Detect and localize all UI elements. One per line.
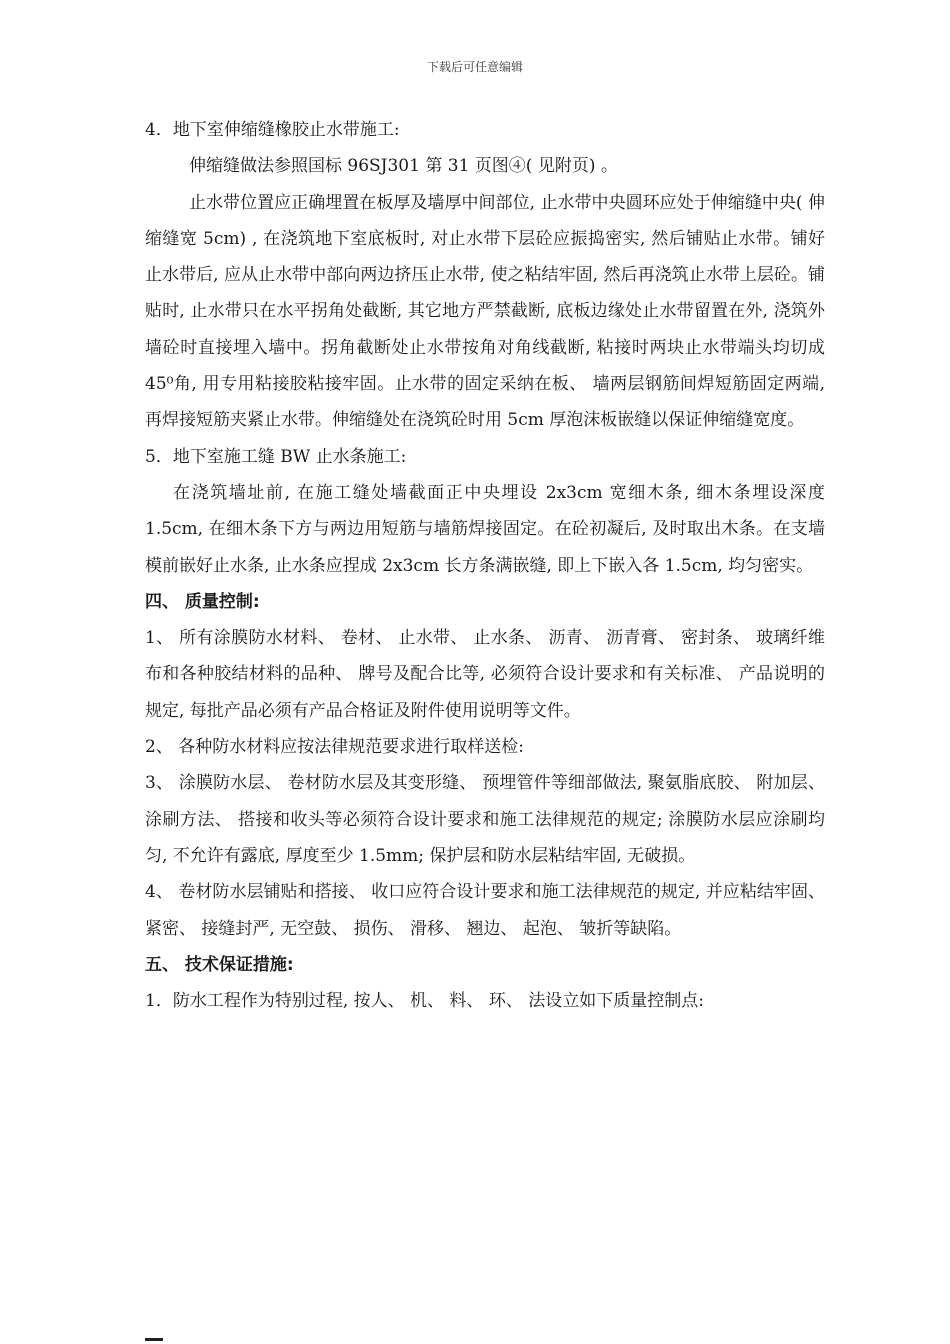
quality-item-2: 2、 各种防水材料应按法律规范要求进行取样送检: (145, 737, 524, 758)
technical-item-1: 1．防水工程作为特别过程, 按人、 机、 料、 环、 法设立如下质量控制点: (145, 991, 704, 1012)
section-5-body: 在浇筑墙址前, 在施工缝处墙截面正中央埋设 2x3cm 宽细木条, 细木条埋设深度 1.5cm, 在细木条下方与两边用短筋与墙筋焊接固定。在砼初凝后, 及时取出木条。在支墙模前嵌好止水条, 止水条应捏成 2x3cm 长方条满嵌缝, 即上下嵌入各 1.5cm, 均匀密实。 (145, 482, 825, 576)
document-body (145, 112, 825, 1019)
page-edge-mark (145, 1338, 163, 1341)
section-4-body: 止水带位置应正确埋置在板厚及墙厚中间部位, 止水带中央圆环应处于伸缩缝中央( 伸缩缝宽 5cm) , 在浇筑地下室底板时, 对止水带下层砼应振捣密实, 然后铺贴止水带。铺好止水带后, 应从止水带中部向两边挤压止水带, 使之粘结牢固, 然后再浇筑止水带上层砼。铺贴时, 止水带只在水平拐角处截断, 其它地方严禁截断, 底板边缘处止水带留置在外, 浇筑外墙砼时直接埋入墙中。拐角截断处止水带按角对角线截断, 粘接时两块止水带端头均切成 45⁰角, 用专用粘接胶粘接牢固。止水带的固定采纳在板、 墙两层钢筋间焊短筋固定两端, 再焊接短筋夹紧止水带。伸缩缝处在浇筑砼时用 5cm 厚泡沫板嵌缝以保证伸缩缝宽度。 (145, 192, 825, 431)
heading-technical-measures: 五、 技术保证措施: (145, 954, 294, 975)
section-4-title: 4．地下室伸缩缝橡胶止水带施工: (145, 120, 400, 140)
quality-item-3: 3、 涂膜防水层、 卷材防水层及其变形缝、 预埋管件等细部做法, 聚氨脂底胶、 附加层、 涂刷方法、 搭接和收头等必须符合设计要求和施工法律规范的规定; 涂膜防水层应涂刷均匀, 不允许有露底, 厚度至少 1.5mm; 保护层和防水层粘结牢固, 无破损。 (145, 773, 825, 866)
section-4-reference: 伸缩缝做法参照国标 96SJ301 第 31 页图④( 见附页) 。 (189, 156, 618, 177)
quality-item-4: 4、 卷材防水层铺贴和搭接、 收口应符合设计要求和施工法律规范的规定, 并应粘结牢固、 紧密、 接缝封严, 无空鼓、 损伤、 滑移、 翘边、 起泡、 皱折等缺陷。 (145, 882, 825, 939)
page-header: 下载后可任意编辑 (426, 60, 523, 74)
heading-quality-control: 四、 质量控制: (145, 591, 260, 612)
quality-item-1: 1、 所有涂膜防水材料、 卷材、 止水带、 止水条、 沥青、 沥青膏、 密封条、 玻璃纤维布和各种胶结材料的品种、 牌号及配合比等, 必须符合设计要求和有关标准、 产品说明的规定, 每批产品必须有产品合格证及附件使用说明等文件。 (145, 628, 825, 721)
section-5-title: 5．地下室施工缝 BW 止水条施工: (145, 446, 407, 467)
